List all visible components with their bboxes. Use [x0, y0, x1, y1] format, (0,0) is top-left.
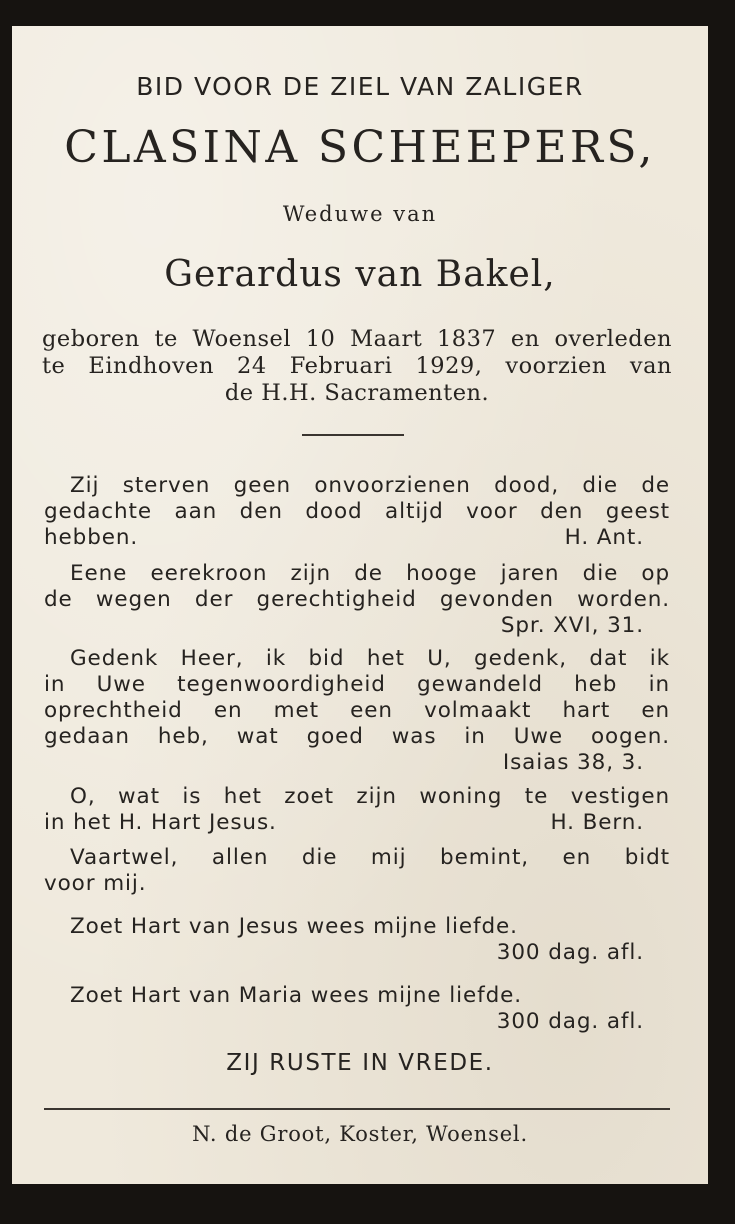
divider-short — [302, 434, 404, 436]
printer-credit: N. de Groot, Koster, Woensel. — [192, 1122, 528, 1146]
quote-1-line-2: gedachte aan den dood altijd voor den geest — [44, 499, 670, 524]
quote-3-source: Isaias 38, 3. — [502, 750, 644, 775]
quote-3-line-3: oprechtheid en met een volmaakt hart en — [44, 698, 670, 723]
invocation-2-indulgence: 300 dag. afl. — [496, 1009, 644, 1034]
quote-3 — [44, 646, 670, 776]
invocation-1 — [44, 914, 670, 966]
quote-5-line-2: voor mij. — [44, 871, 147, 896]
quote-3-line-4: gedaan heb, wat goed was in Uwe oogen. — [44, 724, 670, 749]
quote-2-line-2: de wegen der gerechtigheid gevonden worden. — [44, 587, 670, 612]
quote-5 — [44, 845, 670, 897]
quote-3-line-1: Gedenk Heer, ik bid het U, gedenk, dat ik — [70, 646, 670, 671]
quote-5-line-1: Vaartwel, allen die mij bemint, en bidt — [70, 845, 670, 870]
quote-4 — [44, 784, 670, 836]
birth-line-2: te Eindhoven 24 Februari 1929, voorzien van — [42, 353, 672, 379]
invocation-1-text: Zoet Hart van Jesus wees mijne liefde. — [70, 914, 518, 939]
card-header: BID VOOR DE ZIEL VAN ZALIGER — [136, 72, 584, 101]
quote-1-line-3: hebben. — [44, 525, 139, 550]
invocation-1-indulgence: 300 dag. afl. — [496, 940, 644, 965]
quote-1-source: H. Ant. — [564, 525, 644, 550]
quote-1 — [44, 473, 670, 551]
husband-name: Gerardus van Bakel, — [164, 254, 556, 295]
birth-death-details — [42, 326, 672, 407]
closing-line: ZIJ RUSTE IN VREDE. — [226, 1050, 494, 1076]
quote-2-line-1: Eene eerekroon zijn de hooge jaren die op — [70, 561, 670, 586]
quote-2-source: Spr. XVI, 31. — [500, 613, 644, 638]
quote-1-line-1: Zij sterven geen onvoorzienen dood, die de — [70, 473, 670, 498]
quote-2 — [44, 561, 670, 639]
quote-4-line-2: in het H. Hart Jesus. — [44, 810, 277, 835]
invocation-2 — [44, 983, 670, 1035]
quote-4-line-1: O, wat is het zoet zijn woning te vestigen — [70, 784, 670, 809]
quote-4-source: H. Bern. — [550, 810, 644, 835]
memorial-card — [12, 26, 708, 1184]
quote-3-line-2: in Uwe tegenwoordigheid gewandeld heb in — [44, 672, 670, 697]
divider-long — [44, 1108, 670, 1110]
deceased-name: CLASINA SCHEEPERS, — [64, 122, 656, 173]
relation-label: Weduwe van — [282, 202, 438, 226]
birth-line-3: de H.H. Sacramenten. — [224, 380, 490, 406]
birth-line-1: geboren te Woensel 10 Maart 1837 en overleden — [42, 326, 672, 352]
invocation-2-text: Zoet Hart van Maria wees mijne liefde. — [70, 983, 523, 1008]
